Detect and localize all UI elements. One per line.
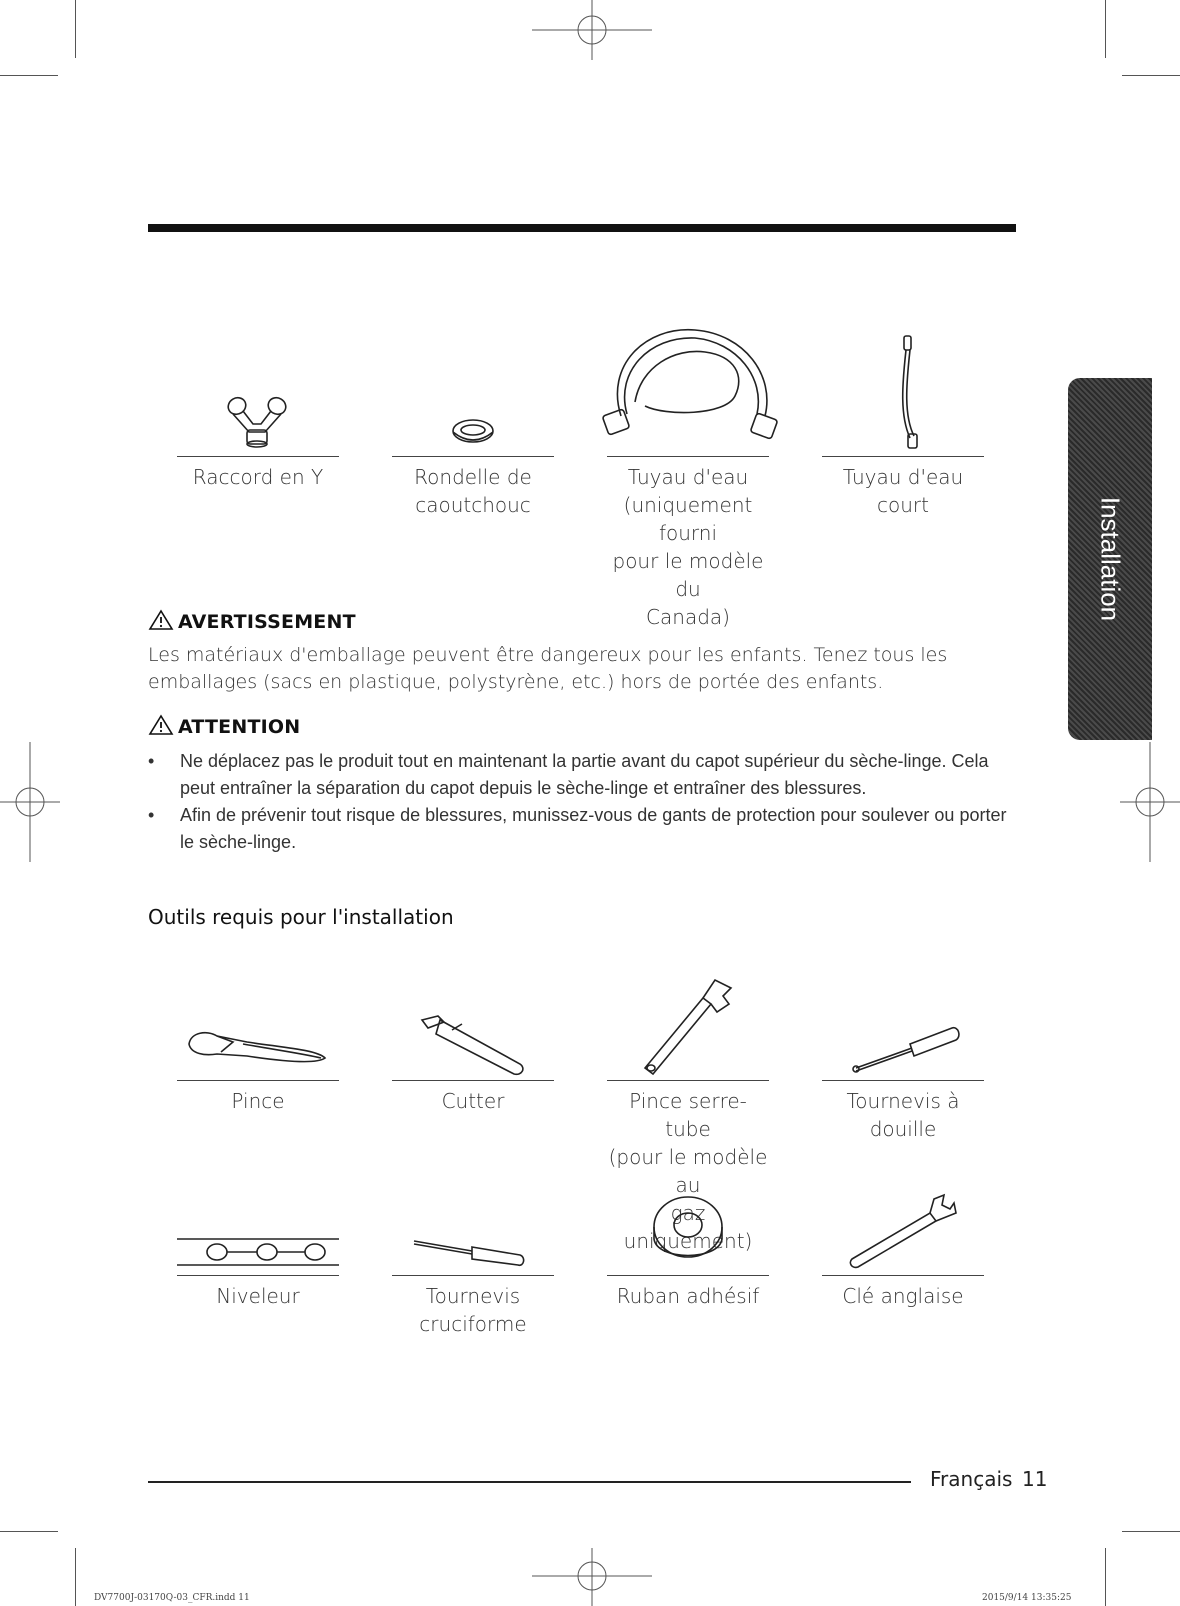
pipe-wrench-icon (607, 970, 769, 1080)
caption-rule (177, 456, 339, 457)
caution-bullet: • Ne déplacez pas le produit tout en maintenant la partie avant du capot supérieur du sèche-linge. Cela peut entraîner la séparation du capot depuis le sèche-linge et entraîner des blessures. (148, 748, 1018, 802)
footer-rule (148, 1481, 911, 1483)
caption-line: Tournevis à douille (846, 1089, 960, 1141)
caution-list (148, 748, 1018, 856)
tool-caption (822, 1282, 984, 1310)
caption-rule (607, 456, 769, 457)
caption-line: Raccord en Y (192, 465, 324, 489)
tool-caption (177, 1282, 339, 1310)
crop-mark (1105, 0, 1106, 58)
warning-triangle-icon (148, 714, 174, 736)
caption-line: Pince (231, 1089, 285, 1113)
crop-mark (0, 75, 58, 76)
caption-rule (177, 1275, 339, 1276)
caption-rule (607, 1080, 769, 1081)
rubber-washer-icon (392, 306, 554, 456)
caution-title-text: ATTENTION (178, 716, 301, 738)
caption-rule (822, 1080, 984, 1081)
crop-mark (1122, 1531, 1180, 1532)
caption-rule (822, 1275, 984, 1276)
caption-line: Ruban adhésif (616, 1284, 760, 1308)
crop-mark (75, 0, 76, 58)
phillips-screwdriver-icon (392, 1165, 554, 1275)
water-hose-icon (585, 306, 785, 456)
tool-item (177, 1165, 339, 1310)
caption-line: pour le modèle du (612, 549, 764, 601)
tool-item (607, 1165, 769, 1310)
crop-mark (1105, 1548, 1106, 1606)
side-tab-label: Installation (1095, 496, 1126, 622)
caption-line: Rondelle de (414, 465, 532, 489)
caption-line: (pour le modèle au (608, 1145, 768, 1197)
caption-line: cruciforme (419, 1312, 527, 1336)
caption-line: Pince serre-tube (629, 1089, 747, 1141)
accessory-item (822, 306, 984, 519)
accessory-item (607, 306, 769, 631)
caption-line: Clé anglaise (842, 1284, 964, 1308)
tool-item (392, 1165, 554, 1338)
warning-triangle-icon (148, 609, 174, 631)
crop-mark (1122, 75, 1180, 76)
accessory-item (392, 306, 554, 519)
caption-line: Tuyau d'eau (627, 465, 749, 489)
caption-line: Cutter (441, 1089, 505, 1113)
tool-caption (177, 1087, 339, 1115)
caption-rule (822, 456, 984, 457)
accessory-caption (177, 463, 339, 491)
y-connector-icon (177, 306, 339, 456)
caption-line: gaz uniquement) (623, 1201, 753, 1253)
caption-line: caoutchouc (415, 493, 531, 517)
registration-mark-left (0, 742, 60, 862)
registration-mark-top (532, 0, 652, 60)
caption-line: Niveleur (216, 1284, 300, 1308)
accessory-caption (392, 463, 554, 519)
tool-caption (607, 1282, 769, 1310)
tool-item (177, 970, 339, 1115)
tool-caption (392, 1282, 554, 1338)
tape-roll-icon (607, 1165, 769, 1275)
adjustable-wrench-icon (822, 1165, 984, 1275)
tool-caption (822, 1087, 984, 1143)
side-tab-installation (1068, 378, 1152, 740)
crop-mark (0, 1531, 58, 1532)
accessory-item (177, 306, 339, 491)
caption-rule (392, 1080, 554, 1081)
caption-rule (607, 1275, 769, 1276)
level-icon (177, 1165, 339, 1275)
caption-line: (uniquement fourni (623, 493, 753, 545)
crop-mark (75, 1548, 76, 1606)
short-water-hose-icon (822, 306, 984, 456)
accessory-caption (822, 463, 984, 519)
caption-line: Tuyau d'eau court (842, 465, 964, 517)
print-file-info: DV7700J-03170Q-03_CFR.indd 11 (94, 1593, 250, 1603)
tool-item (392, 970, 554, 1115)
registration-mark-right (1120, 742, 1180, 862)
pliers-icon (177, 970, 339, 1080)
accessory-caption (607, 463, 769, 631)
cutter-icon (392, 970, 554, 1080)
caption-rule (177, 1080, 339, 1081)
print-timestamp: 2015/9/14 13:35:25 (982, 1593, 1072, 1603)
nut-driver-icon (822, 970, 984, 1080)
caption-rule (392, 456, 554, 457)
tools-heading: Outils requis pour l'installation (148, 905, 454, 929)
warning-title (148, 609, 356, 633)
registration-mark-bottom (532, 1548, 652, 1606)
warning-title-text: AVERTISSEMENT (178, 611, 356, 633)
top-rule (148, 224, 1016, 232)
caption-line: Tournevis (425, 1284, 521, 1308)
page-number: 11 (1022, 1467, 1048, 1491)
caution-bullet: • Afin de prévenir tout risque de blessures, munissez-vous de gants de protection pour soulever ou porter le sèche-linge. (148, 802, 1018, 856)
caption-rule (392, 1275, 554, 1276)
tool-caption (392, 1087, 554, 1115)
tool-item (822, 970, 984, 1143)
caution-title (148, 714, 300, 738)
warning-text: Les matériaux d'emballage peuvent être dangereux pour les enfants. Tenez tous les emballages (sacs en plastique, polystyrène, etc.) hors de portée des enfants. (148, 644, 948, 693)
caption-line: Canada) (646, 605, 730, 629)
tool-item (822, 1165, 984, 1310)
footer-language: Français (930, 1467, 1013, 1491)
